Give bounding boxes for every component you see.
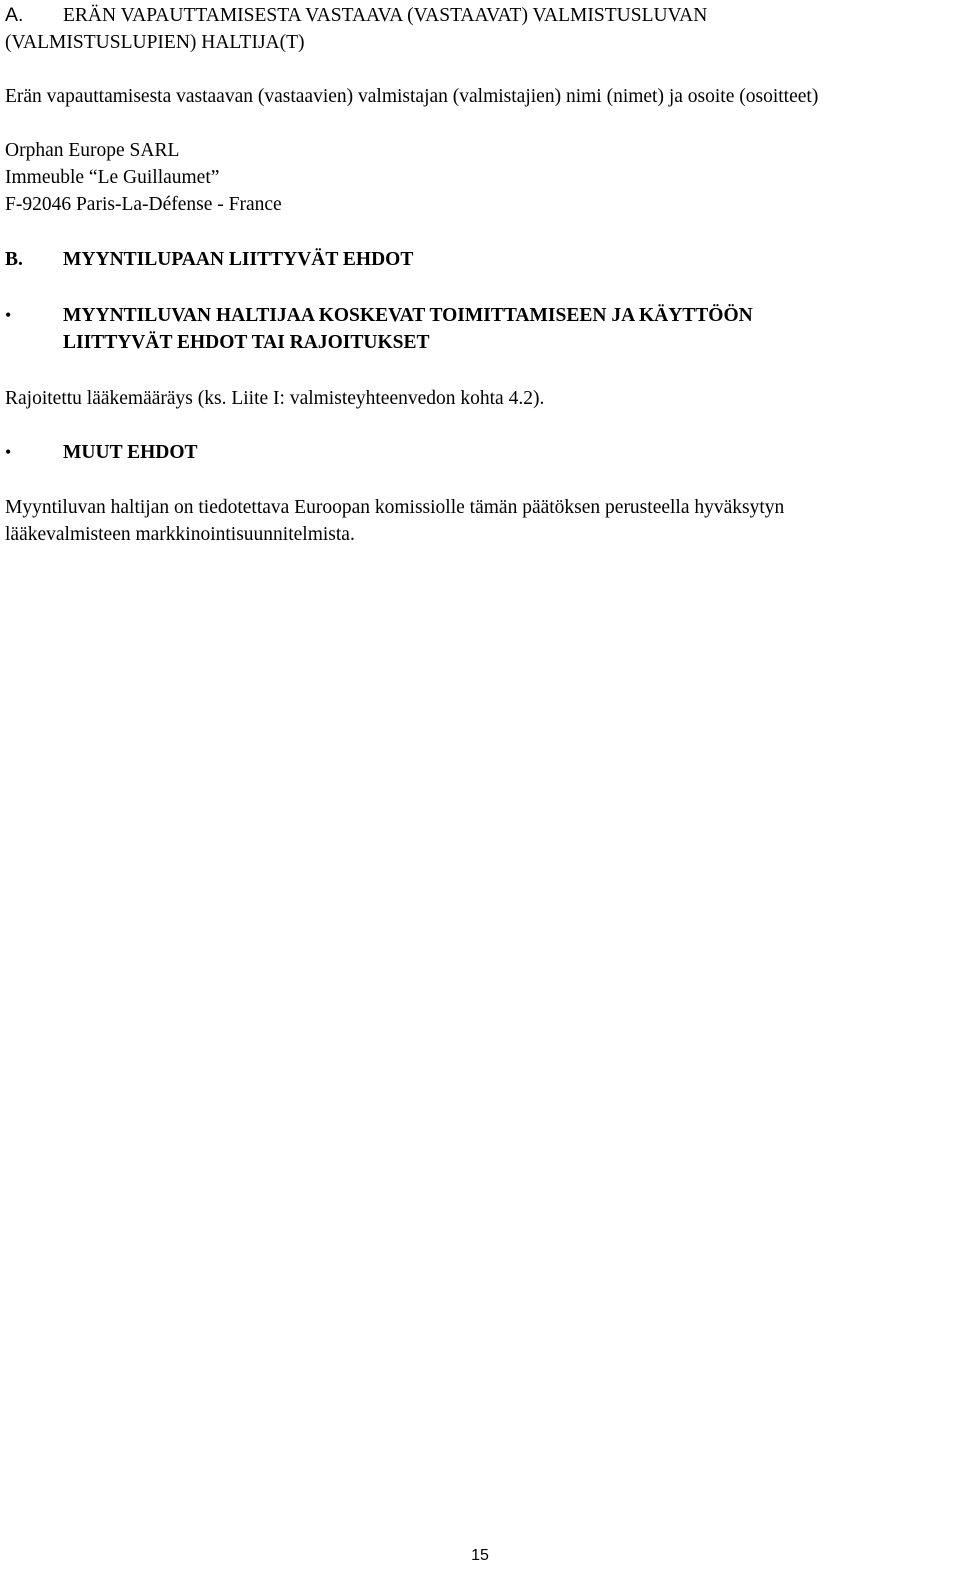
section-b-heading-text: MYYNTILUPAAN LIITTYVÄT EHDOT bbox=[63, 249, 414, 270]
bullet2-text-line1: Myyntiluvan haltijan on tiedotettava Euroopan komissiolle tämän päätöksen perusteella hyväksytyn bbox=[5, 497, 785, 518]
bullet1-text: Rajoitettu lääkemääräys (ks. Liite I: valmisteyhteenvedon kohta 4.2). bbox=[5, 388, 545, 409]
section-b-letter: B. bbox=[5, 249, 23, 270]
section-a-heading-line1: ERÄN VAPAUTTAMISESTA VASTAAVA (VASTAAVAT) VALMISTUSLUVAN bbox=[63, 5, 708, 26]
bullet-icon: • bbox=[5, 442, 12, 462]
manufacturer-address bbox=[5, 137, 950, 218]
bullet1-heading bbox=[0, 302, 960, 362]
address-line2: Immeuble “Le Guillaumet” bbox=[5, 167, 220, 188]
page-number: 15 bbox=[471, 1547, 489, 1564]
bullet-icon: • bbox=[5, 305, 12, 325]
bullet1-heading-line1: MYYNTILUVAN HALTIJAA KOSKEVAT TOIMITTAMISEEN JA KÄYTTÖÖN bbox=[63, 305, 753, 326]
manufacturer-subheading: Erän vapauttamisesta vastaavan (vastaavien) valmistajan (valmistajien) nimi (nimet) ja osoite (osoitteet) bbox=[5, 86, 819, 107]
section-b-heading bbox=[0, 246, 960, 306]
bullet2-heading bbox=[0, 439, 960, 499]
section-a-heading-line2: (VALMISTUSLUPIEN) HALTIJA(T) bbox=[5, 32, 305, 53]
bullet2-heading-text: MUUT EHDOT bbox=[63, 442, 198, 463]
address-line1: Orphan Europe SARL bbox=[5, 140, 180, 161]
section-a-letter: A. bbox=[5, 4, 24, 26]
bullet2-text bbox=[5, 494, 950, 548]
address-line3: F-92046 Paris-La-Défense - France bbox=[5, 194, 282, 215]
bullet2-text-line2: lääkevalmisteen markkinointisuunnitelmista. bbox=[5, 524, 355, 545]
section-a-heading-text bbox=[63, 2, 950, 29]
bullet1-heading-line2: LIITTYVÄT EHDOT TAI RAJOITUKSET bbox=[63, 332, 430, 353]
section-a-heading bbox=[0, 0, 960, 60]
